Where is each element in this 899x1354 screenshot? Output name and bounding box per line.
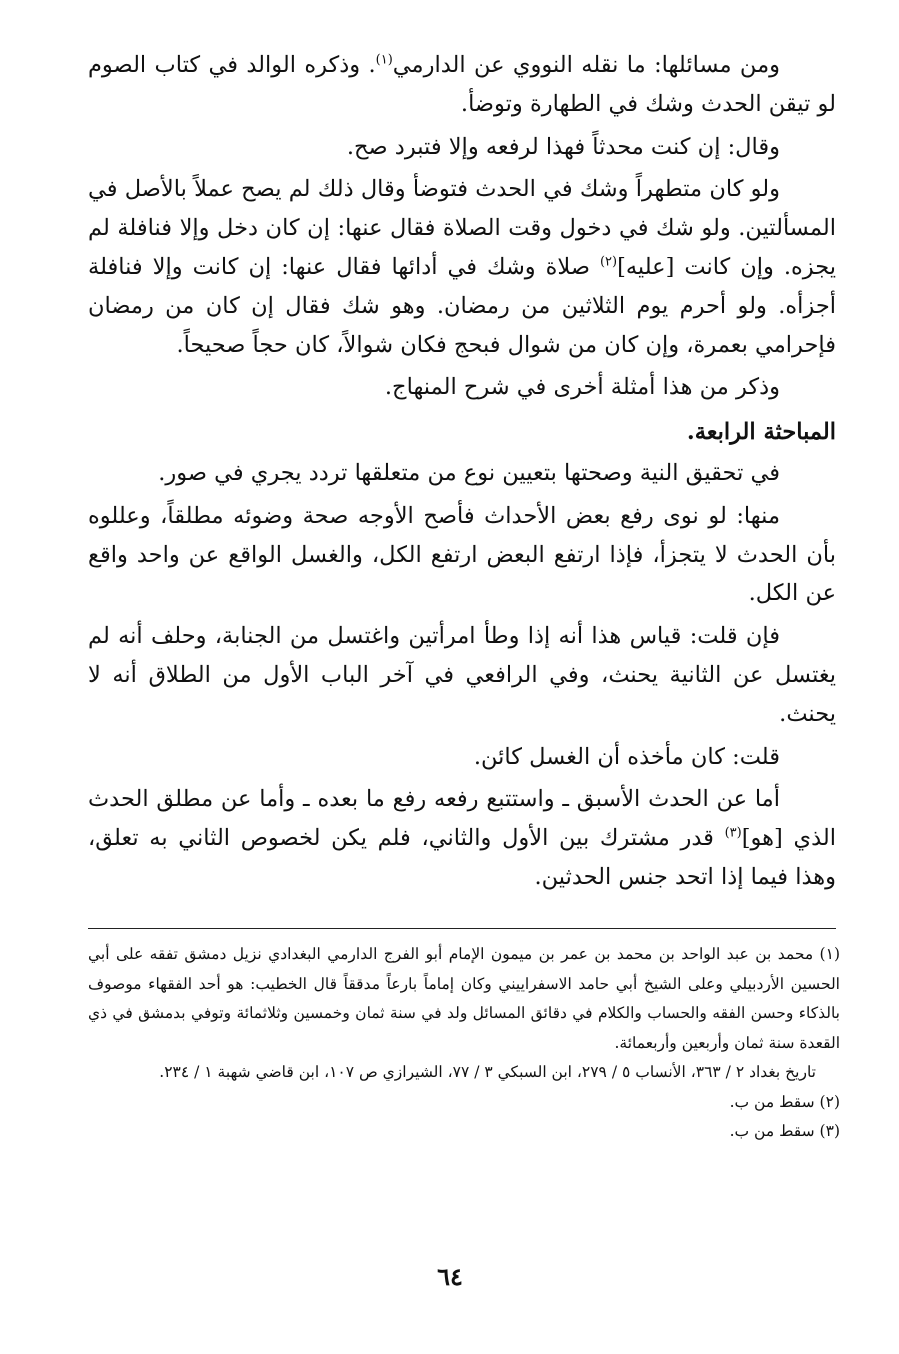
paragraph-text: ومن مسائلها: ما نقله النووي عن الدارمي: [392, 52, 780, 78]
paragraph-text: ولو كان متطهراً وشك في الحدث فتوضأ وقال ذلك لم يصح عملاً بالأصل في المسألتين. ولو شك في دخول وقت الصلاة فقال عنها: إن كان دخل وإلا فنافلة لم يجزه. وإن كانت [عليه]: [88, 176, 837, 280]
paragraph-fa-in-qulta: فإن قلت: قياس هذا أنه إذا وطأ امرأتين واغتسل من الجنابة، وحلف أنه لم يغتسل عن الثانية يحنث، وفي الرافعي في آخر الباب الأول من الطلاق أنه لا يحنث.: [88, 623, 836, 727]
paragraph-amma: [88, 780, 836, 896]
section-heading: المباحثة الرابعة.: [686, 419, 836, 446]
main-text: [88, 46, 836, 901]
footnote-3: (٣) سقط من ب.: [729, 1122, 840, 1140]
page-number: ٦٤: [437, 1262, 463, 1291]
footnote-divider: [88, 928, 836, 929]
footnote-1: (١) محمد بن عبد الواحد بن محمد بن عمر بن ميمون الإمام أبو الفرج الدارمي البغدادي نزيل دمشق تفقه على أبي الحسين الأردبيلي وعلى الشيخ أبي حامد الاسفراييني وكان إماماً بارعاً مدققاً قال الخطيب: هو أحد الفقهاء موصوف بالذكاء وحسن الفقه والحساب والكلام في دقائق المسائل ولد في سنة ثمان وخمسين وثلاثمائة وتوفي بدمشق في ذي القعدة سنة ثمان وأربعين وأربعمائة.: [88, 945, 840, 1052]
paragraph-tahqiq: في تحقيق النية وصحتها بتعيين نوع من متعلقها تردد يجري في صور.: [158, 459, 780, 486]
paragraph-text: . وذكره الوالد في كتاب الصوم لو تيقن الحدث وشك في الطهارة وتوضأ.: [88, 52, 836, 117]
paragraph-text: أما عن الحدث الأسبق ـ واستتبع رفعه رفع ما بعده ـ وأما عن مطلق الحدث الذي [هو]: [88, 786, 836, 852]
footnotes: [88, 940, 840, 1147]
paragraph-minha: منها: لو نوى رفع بعض الأحداث فأصح الأوجه صحة وضوئه مطلقاً، وعللوه بأن الحدث لا يتجزأ، فإذا ارتفع البعض ارتفع الكل، والغسل الواقع عن واحد واقع عن الكل.: [88, 502, 836, 607]
paragraph-qala: وقال: إن كنت محدثاً فهذا لرفعه وإلا فتبرد صح.: [346, 133, 780, 160]
paragraph-text: قدر مشترك بين الأول والثاني، فلم يكن لخصوص الثاني به تعلق، وهذا فيما إذا اتحد جنس الحدثين.: [88, 825, 836, 890]
footnote-ref-3[interactable]: (٣): [724, 825, 742, 841]
footnote-ref-1[interactable]: (١): [375, 52, 393, 68]
paragraph-qultu: قلت: كان مأخذه أن الغسل كائن.: [473, 743, 780, 770]
paragraph-text: صلاة وشك في أدائها فقال عنها: إن كانت وإلا فنافلة أجزأه. ولو أحرم يوم الثلاثين من رمضان. وهو شك فقال إن كان من رمضان فإحرامي بعمرة، وإن كان من شوال فبحج فكان شوالاً، كان حجاً صحيحاً.: [88, 253, 836, 358]
paragraph-darimi: [88, 46, 836, 124]
footnote-2: (٢) سقط من ب.: [729, 1092, 840, 1111]
footnote-1-sources: تاريخ بغداد ٢ / ٣٦٣، الأنساب ٥ / ٢٧٩، ابن السبكي ٣ / ٧٧، الشيرازي ص ١٠٧، ابن قاضي شهبة ١ / ٢٣٤.: [159, 1063, 816, 1081]
paragraph-dhakara: وذكر من هذا أمثلة أخرى في شرح المنهاج.: [384, 374, 780, 401]
footnote-ref-2[interactable]: (٢): [599, 254, 618, 270]
paragraph-mutatahhir: [88, 170, 836, 364]
